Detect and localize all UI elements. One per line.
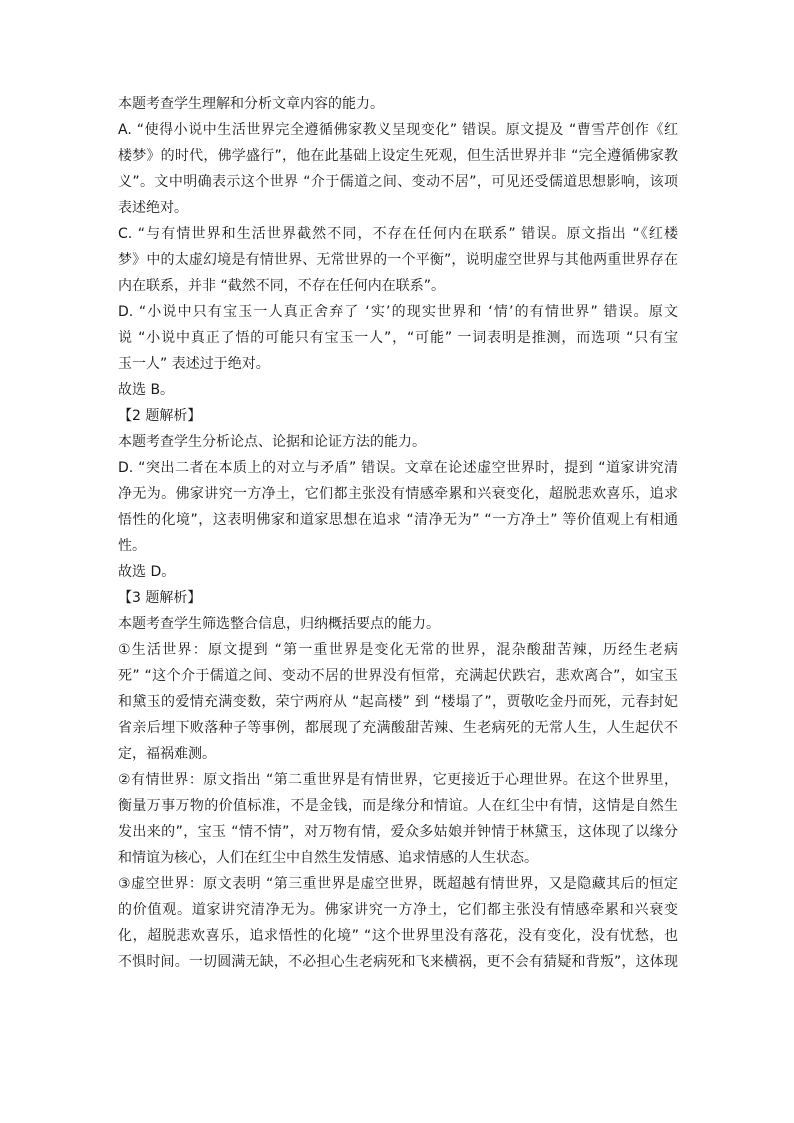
text-line: 本题考查学生分析论点、论据和论证方法的能力。 xyxy=(118,434,426,450)
text-line: 的价值观。道家讲究清净无为。佛家讲究一方净土，它们都主张没有情感牵累和兴衰变 xyxy=(118,902,678,918)
text-line: 和黛玉的爱情充满变数，荣宁两府从 “起高楼” 到 “楼塌了”，贾敬吃金丹而死，元春封妃 xyxy=(118,694,678,710)
text-line: 内在联系，并非 “截然不同，不存在任何内在联系”。 xyxy=(118,278,445,294)
text-line: 悟性的化境”，这表明佛家和道家思想在追求 “清净无为” “一方净土” 等价值观上有相通 xyxy=(118,512,678,528)
text-line: 衡量万事万物的价值标准，不是金钱，而是缘分和情谊。人在红尘中有情，这情是自然生 xyxy=(118,798,678,814)
text-line: 【3 题解析】 xyxy=(118,590,202,606)
text-line: 玉一人” 表述过于绝对。 xyxy=(118,356,270,372)
text-line: ③虚空世界：原文表明 “第三重世界是虚空世界，既超越有情世界，又是隐藏其后的恒定 xyxy=(118,876,678,892)
text-line: C. “与有情世界和生活世界截然不同，不存在任何内在联系” 错误。原文指出 “《红楼 xyxy=(118,226,678,242)
text-line: 不惧时间。一切圆满无缺，不必担心生老病死和飞来横祸，更不会有猜疑和背叛”，这体现 xyxy=(118,954,678,970)
text-line: 说 “小说中真正了悟的可能只有宝玉一人”，“可能” 一词表明是推测，而选项 “只有宝 xyxy=(118,330,678,346)
text-line: 性。 xyxy=(118,538,146,554)
text-line: ①生活世界：原文提到 “第一重世界是变化无常的世界，混杂酸甜苦辣，历经生老病 xyxy=(118,642,678,658)
document-page xyxy=(118,91,678,975)
text-line: D. “小说中只有宝玉一人真正舍弃了 ‘实’的现实世界和 ‘情’的有情世界” 错误。原文 xyxy=(118,304,678,320)
text-line: 发出来的”，宝玉 “情不情”，对万物有情，爱众多姑娘并钟情于林黛玉，这体现了以缘分 xyxy=(118,824,678,840)
text-line: 本题考查学生筛选整合信息，归纳概括要点的能力。 xyxy=(118,616,440,632)
text-line: 和情谊为核心，人们在红尘中自然生发情感、追求情感的人生状态。 xyxy=(118,850,538,866)
text-line: 死” “这个介于儒道之间、变动不居的世界没有恒常，充满起伏跌宕，悲欢离合”，如宝玉 xyxy=(118,668,678,684)
text-line: 故选 B。 xyxy=(118,382,175,398)
text-line: 义”。文中明确表示这个世界 “介于儒道之间、变动不居”，可见还受儒道思想影响，该项 xyxy=(118,174,678,190)
text-line: 省亲后埋下败落种子等事例，都展现了充满酸甜苦辣、生老病死的无常人生，人生起伏不 xyxy=(118,720,678,736)
text-line: 梦》中的太虚幻境是有情世界、无常世界的一个平衡”，说明虚空世界与其他两重世界存在 xyxy=(118,252,678,268)
text-line: D. “突出二者在本质上的对立与矛盾” 错误。文章在论述虚空世界时，提到 “道家讲究清 xyxy=(118,460,678,476)
text-line: 本题考查学生理解和分析文章内容的能力。 xyxy=(118,96,384,112)
text-line: A. “使得小说中生活世界完全遵循佛家教义呈现变化” 错误。原文提及 “曹雪芹创作《红 xyxy=(118,122,678,138)
text-line: 净无为。佛家讲究一方净土，它们都主张没有情感牵累和兴衰变化，超脱悲欢喜乐，追求 xyxy=(118,486,678,502)
text-line: ②有情世界：原文指出 “第二重世界是有情世界，它更接近于心理世界。在这个世界里， xyxy=(118,772,678,788)
text-line: 定，福祸难测。 xyxy=(118,746,216,762)
text-line: 【2 题解析】 xyxy=(118,408,202,424)
text-line: 故选 D。 xyxy=(118,564,176,580)
text-line: 表述绝对。 xyxy=(118,200,188,216)
text-line: 楼梦》的时代，佛学盛行”，他在此基础上设定生死观，但生活世界并非 “完全遵循佛家教 xyxy=(118,148,678,164)
text-line: 化，超脱悲欢喜乐，追求悟性的化境” “这个世界里没有落花，没有变化，没有忧愁，也 xyxy=(118,928,678,944)
